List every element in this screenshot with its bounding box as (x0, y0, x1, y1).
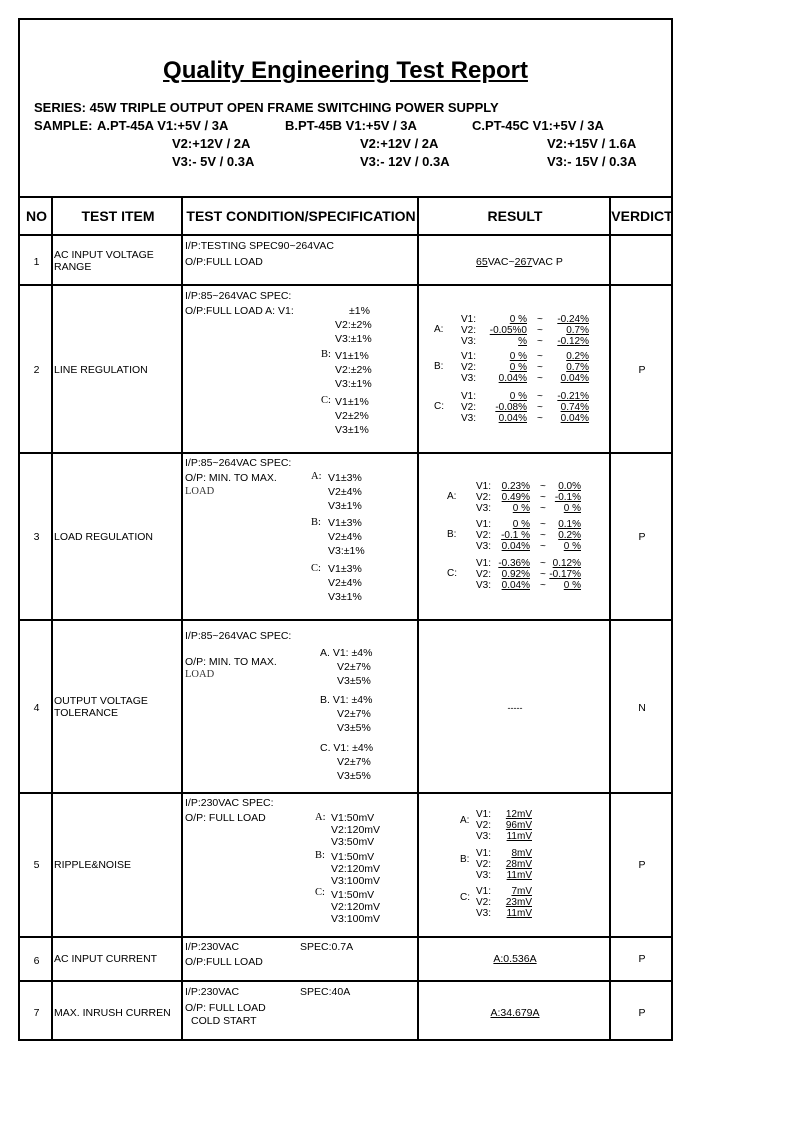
row1-item-line1: AC INPUT VOLTAGE (54, 249, 154, 261)
row3-result-group-label: B: (447, 529, 457, 540)
row3-spec-c-v1: V1±3% (328, 563, 362, 575)
row5-result-value: 7mV (511, 886, 532, 897)
row2-result-max: 0.7% (566, 325, 589, 336)
row3-result-channel: V1: (476, 519, 492, 530)
row5-spec-b-v1: V1:50mV (331, 851, 375, 863)
row5-cond-2: O/P: FULL LOAD (185, 812, 266, 824)
report-frame (18, 18, 673, 1041)
row2-result-min: -0.05%0 (489, 325, 527, 336)
row2-result-channel: V2: (461, 362, 477, 373)
row5-result-value: 11mV (506, 831, 532, 842)
series-line: SERIES: 45W TRIPLE OUTPUT OPEN FRAME SWITCHING POWER SUPPLY (34, 100, 499, 115)
row5-verdict: P (638, 859, 646, 871)
row-rule-2 (20, 452, 671, 454)
row7-item: MAX. INRUSH CURREN (54, 1007, 171, 1019)
row4-no: 4 (33, 702, 40, 714)
row4-spec-b-v2: V2±7% (337, 708, 371, 720)
row3-cond-2: O/P: MIN. TO MAX. (185, 472, 277, 484)
row3-result-channel: V2: (476, 530, 492, 541)
row3-result-min: -0.1 % (501, 530, 530, 541)
row5-result-channel: V2: (476, 859, 492, 870)
row3-result-channel: V3: (476, 503, 492, 514)
row6-item: AC INPUT CURRENT (54, 953, 158, 965)
row2-result-max: 0.04% (560, 413, 589, 424)
row5-result-value: 11mV (506, 908, 532, 919)
row5-spec-c-label: C: (315, 887, 325, 898)
row2-result-max: 0.74% (560, 402, 589, 413)
row2-item: LINE REGULATION (54, 364, 148, 376)
row3-spec-a-v3: V3±1% (328, 500, 362, 512)
row3-spec-b-v3: V3:±1% (328, 545, 365, 557)
row3-result-tilde: ~ (540, 492, 546, 503)
row2-result-min: 0.04% (498, 413, 527, 424)
row4-spec-c-v3: V3±5% (337, 770, 371, 782)
row3-result-max: -0.1% (554, 492, 581, 503)
row2-result-tilde: ~ (537, 391, 543, 402)
row2-cond-1: I/P:85~264VAC SPEC: (185, 290, 292, 302)
sample-a-line3: V3:- 5V / 0.3A (172, 154, 255, 169)
row6-cond-3: O/P:FULL LOAD (185, 956, 263, 968)
row5-result-value: 28mV (505, 859, 532, 870)
row1-cond-2: O/P:FULL LOAD (185, 256, 263, 268)
row5-result-channel: V2: (476, 820, 492, 831)
row3-result-min: 0.23% (501, 481, 530, 492)
row3-result-channel: V2: (476, 569, 492, 580)
row-rule-6 (20, 980, 671, 982)
row2-result-channel: V3: (461, 373, 477, 384)
row4-cond-1: I/P:85~264VAC SPEC: (185, 630, 292, 642)
row2-verdict: P (638, 364, 646, 376)
sample-c-line2: V2:+15V / 1.6A (547, 136, 637, 151)
row6-no: 6 (33, 955, 40, 967)
row7-cond-2: SPEC:40A (300, 986, 351, 998)
row3-result-min: 0.04% (501, 541, 530, 552)
row3-result-tilde: ~ (540, 503, 546, 514)
report-title: Quality Engineering Test Report (163, 57, 528, 84)
row7-cond-1: I/P:230VAC (185, 986, 240, 998)
sample-label: SAMPLE: (34, 118, 93, 133)
row6-result: A:0.536A (493, 953, 537, 965)
row2-result-max: -0.21% (557, 391, 589, 402)
row2-result-channel: V2: (461, 402, 477, 413)
row2-result-channel: V3: (461, 413, 477, 424)
row3-spec-a-v1: V1±3% (328, 472, 362, 484)
row3-spec-a-label: A: (311, 471, 322, 482)
row3-result-min: 0 % (512, 519, 530, 530)
col-rule-2 (181, 196, 183, 1041)
row2-result-min: % (518, 336, 527, 347)
row2-spec-b-v1: V1±1% (335, 350, 369, 362)
col-rule-4 (609, 196, 611, 1041)
row3-spec-b-label: B: (311, 517, 321, 528)
row2-spec-b-label: B: (321, 349, 331, 360)
row2-result-max: 0.7% (566, 362, 589, 373)
row2-result-min: -0.08% (495, 402, 527, 413)
row3-result-max: 0 % (563, 541, 581, 552)
row2-result-tilde: ~ (537, 362, 543, 373)
row2-result-min: 0 % (509, 391, 527, 402)
row4-spec-c-v1: C. V1: ±4% (320, 742, 374, 754)
row3-result-min: 0.49% (501, 492, 530, 503)
row3-result-group-label: C: (447, 568, 457, 579)
row5-spec-a-v1: V1:50mV (331, 812, 375, 824)
row2-no: 2 (33, 364, 40, 376)
row3-result-max: 0 % (563, 580, 581, 591)
row5-result-value: 12mV (505, 809, 532, 820)
row5-spec-a-label: A: (315, 812, 326, 823)
row5-item: RIPPLE&NOISE (54, 859, 132, 871)
row7-verdict: P (638, 1007, 646, 1019)
row1-no: 1 (33, 256, 40, 268)
row2-result-max: 0.2% (566, 351, 589, 362)
row3-result-max: -0.17% (549, 569, 581, 580)
row3-no: 3 (33, 531, 40, 543)
row2-result-channel: V1: (461, 391, 477, 402)
row2-result-group-label: B: (434, 361, 444, 372)
row4-spec-b-v1: B. V1: ±4% (320, 694, 373, 706)
row3-spec-b-v1: V1±3% (328, 517, 362, 529)
row2-spec-c-label: C: (321, 395, 331, 406)
sample-c-line3: V3:- 15V / 0.3A (547, 154, 637, 169)
sample-b-line3: V3:- 12V / 0.3A (360, 154, 450, 169)
row3-spec-c-v2: V2±4% (328, 577, 362, 589)
row2-result-channel: V3: (461, 336, 477, 347)
row5-result-group-label: A: (460, 815, 470, 826)
row2-result-tilde: ~ (537, 413, 543, 424)
row2-spec-c-v3: V3±1% (335, 424, 369, 436)
row5-spec-c-v2: V2:120mV (331, 901, 381, 913)
table-top-rule (20, 196, 671, 198)
row4-spec-c-v2: V2±7% (337, 756, 371, 768)
row5-spec-a-v3: V3:50mV (331, 836, 375, 848)
sample-b-line1: B.PT-45B V1:+5V / 3A (285, 118, 417, 133)
row1-cond-1: I/P:TESTING SPEC90~264VAC (185, 240, 334, 252)
row2-spec-b-v2: V2:±2% (335, 364, 372, 376)
row4-spec-a-v2: V2±7% (337, 661, 371, 673)
row5-result-value: 11mV (506, 870, 532, 881)
row5-result-channel: V3: (476, 908, 492, 919)
row2-spec-a-v2: V2:±2% (335, 319, 372, 331)
row3-result-max: 0 % (563, 503, 581, 514)
row3-result-channel: V1: (476, 481, 492, 492)
col-rule-3 (417, 196, 419, 1041)
row6-cond-2: SPEC:0.7A (300, 941, 354, 953)
row3-result-max: 0.0% (558, 481, 581, 492)
row4-spec-a-v1: A. V1: ±4% (320, 647, 373, 659)
row5-result-channel: V2: (476, 897, 492, 908)
row5-result-channel: V3: (476, 831, 492, 842)
row4-result: ----- (507, 703, 523, 713)
row3-cond-1: I/P:85~264VAC SPEC: (185, 457, 292, 469)
row-rule-5 (20, 936, 671, 938)
row4-cond-2: O/P: MIN. TO MAX. (185, 656, 277, 668)
row6-cond-1: I/P:230VAC (185, 941, 240, 953)
row5-result-group-label: C: (460, 892, 470, 903)
row3-result-tilde: ~ (540, 580, 546, 591)
row5-result-value: 23mV (505, 897, 532, 908)
row2-result-max: 0.04% (560, 373, 589, 384)
row2-result-tilde: ~ (537, 373, 543, 384)
row3-result-min: -0.36% (498, 558, 530, 569)
row5-result-value: 96mV (505, 820, 532, 831)
row2-result-channel: V1: (461, 351, 477, 362)
row2-result-tilde: ~ (537, 402, 543, 413)
header-rule (20, 234, 671, 236)
row1-result: 65VAC~267VAC P (476, 256, 563, 268)
sample-b-line2: V2:+12V / 2A (360, 136, 439, 151)
col-header-result: RESULT (487, 208, 543, 224)
row3-result-tilde: ~ (540, 558, 546, 569)
sample-a-line1: A.PT-45A V1:+5V / 3A (97, 118, 229, 133)
row5-result-value: 8mV (511, 848, 532, 859)
row2-spec-a-v3: V3:±1% (335, 333, 372, 345)
row5-spec-c-v3: V3:100mV (331, 913, 381, 925)
row3-result-tilde: ~ (540, 541, 546, 552)
row3-result-channel: V2: (476, 492, 492, 503)
row5-spec-a-v2: V2:120mV (331, 824, 381, 836)
row2-result-min: 0 % (509, 351, 527, 362)
row5-spec-b-v2: V2:120mV (331, 863, 381, 875)
row2-result-tilde: ~ (537, 351, 543, 362)
row2-spec-a-v1: ±1% (349, 305, 370, 317)
row-rule-1 (20, 284, 671, 286)
row5-spec-b-label: B: (315, 850, 325, 861)
row2-spec-b-v3: V3:±1% (335, 378, 372, 390)
row7-cond-3: O/P: FULL LOAD (185, 1002, 266, 1014)
row3-result-min: 0.04% (501, 580, 530, 591)
row2-result-min: 0 % (509, 362, 527, 373)
row4-item-line1: OUTPUT VOLTAGE (54, 695, 148, 707)
row2-result-group-label: A: (434, 324, 444, 335)
row4-spec-a-v3: V3±5% (337, 675, 371, 687)
row3-cond-3: LOAD (185, 486, 215, 497)
row2-result-tilde: ~ (537, 336, 543, 347)
row5-spec-c-v1: V1:50mV (331, 889, 375, 901)
row2-result-min: 0.04% (498, 373, 527, 384)
sample-a-line2: V2:+12V / 2A (172, 136, 251, 151)
row5-no: 5 (33, 859, 40, 871)
row3-result-max: 0.12% (552, 558, 581, 569)
row3-result-min: 0.92% (501, 569, 530, 580)
row7-no: 7 (33, 1007, 40, 1019)
row5-result-channel: V1: (476, 848, 492, 859)
row2-result-channel: V1: (461, 314, 477, 325)
row3-result-channel: V3: (476, 580, 492, 591)
row1-item-line2: RANGE (54, 261, 92, 273)
col-header-no: NO (26, 208, 47, 224)
row3-result-channel: V3: (476, 541, 492, 552)
row2-result-max: -0.12% (557, 336, 589, 347)
row5-result-channel: V3: (476, 870, 492, 881)
row3-spec-c-label: C: (311, 563, 321, 574)
row2-cond-2: O/P:FULL LOAD A: V1: (185, 305, 294, 317)
row3-result-channel: V1: (476, 558, 492, 569)
row4-item-line2: TOLERANCE (54, 707, 118, 719)
row6-verdict: P (638, 953, 646, 965)
row2-result-group-label: C: (434, 401, 444, 412)
row2-result-min: 0 % (509, 314, 527, 325)
row3-result-tilde: ~ (540, 519, 546, 530)
row3-result-tilde: ~ (540, 569, 546, 580)
row3-result-group-label: A: (447, 491, 457, 502)
col-header-test-item: TEST ITEM (81, 208, 155, 224)
row2-result-tilde: ~ (537, 325, 543, 336)
row7-cond-4: COLD START (191, 1015, 257, 1027)
row5-result-group-label: B: (460, 854, 470, 865)
row3-result-tilde: ~ (540, 530, 546, 541)
row3-spec-a-v2: V2±4% (328, 486, 362, 498)
row2-spec-c-v2: V2±2% (335, 410, 369, 422)
row5-result-channel: V1: (476, 886, 492, 897)
row5-cond-1: I/P:230VAC SPEC: (185, 797, 274, 809)
row3-spec-c-v3: V3±1% (328, 591, 362, 603)
row3-result-min: 0 % (512, 503, 530, 514)
row2-result-max: -0.24% (557, 314, 589, 325)
col-header-condition: TEST CONDITION/SPECIFICATION (186, 208, 416, 224)
row5-result-channel: V1: (476, 809, 492, 820)
row7-result: A:34.679A (490, 1007, 540, 1019)
col-rule-1 (51, 196, 53, 1041)
row2-result-tilde: ~ (537, 314, 543, 325)
row3-result-max: 0.1% (558, 519, 581, 530)
row3-spec-b-v2: V2±4% (328, 531, 362, 543)
row2-spec-c-v1: V1±1% (335, 396, 369, 408)
row-rule-3 (20, 619, 671, 621)
row5-spec-b-v3: V3:100mV (331, 875, 381, 887)
row4-cond-3: LOAD (185, 669, 215, 680)
sample-c-line1: C.PT-45C V1:+5V / 3A (472, 118, 604, 133)
row3-result-max: 0.2% (558, 530, 581, 541)
row-rule-4 (20, 792, 671, 794)
row3-result-tilde: ~ (540, 481, 546, 492)
row4-spec-b-v3: V3±5% (337, 722, 371, 734)
row2-result-channel: V2: (461, 325, 477, 336)
col-header-verdict: VERDICT (611, 208, 673, 224)
row4-verdict: N (638, 702, 646, 714)
row3-verdict: P (638, 531, 646, 543)
row3-item: LOAD REGULATION (54, 531, 153, 543)
